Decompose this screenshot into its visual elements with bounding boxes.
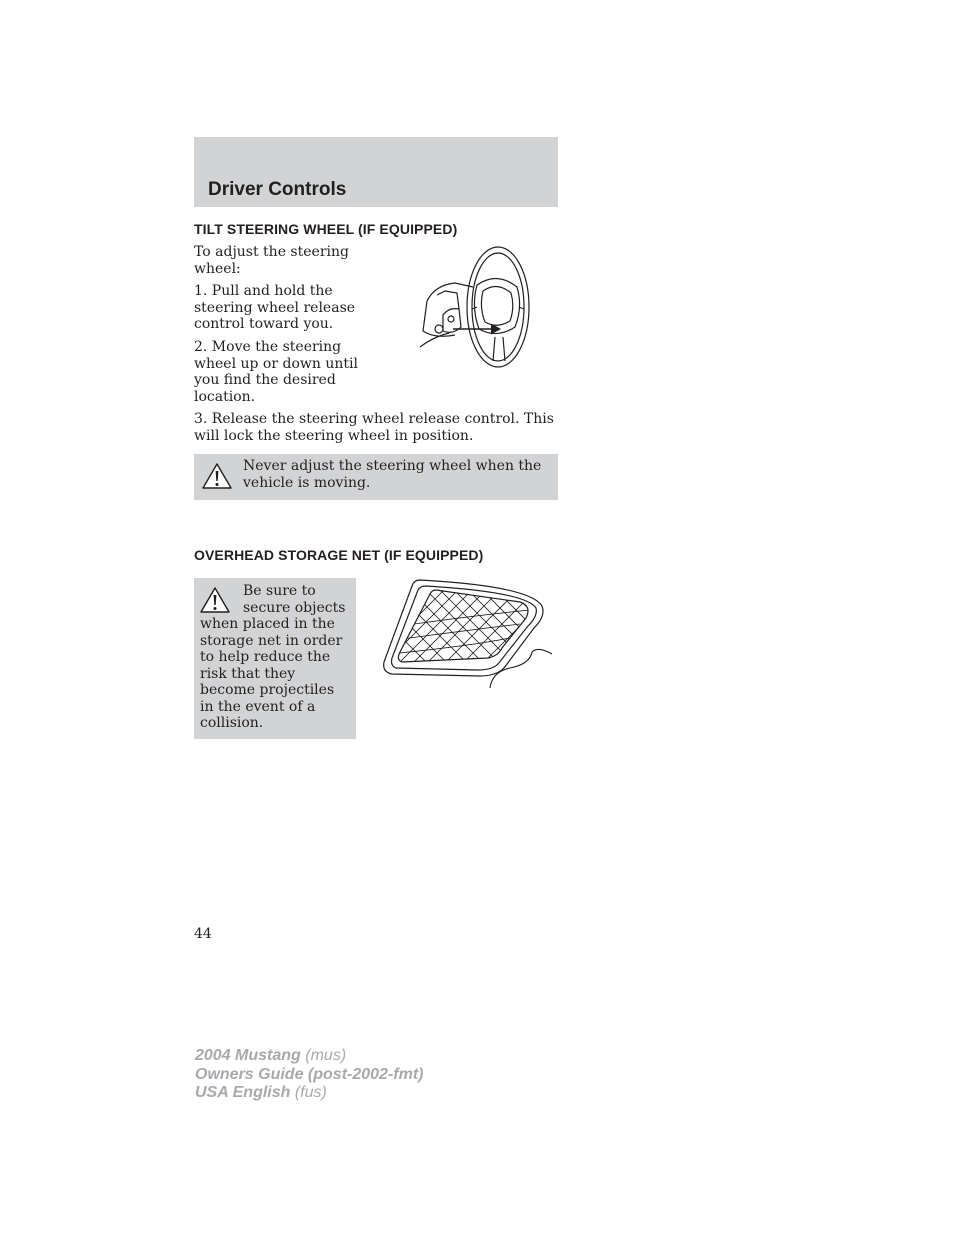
tilt-step-2: 2. Move the steering wheel up or down until you find the desired location. [194,339,358,405]
tilt-step-1: 1. Pull and hold the steering wheel release control toward you. [194,283,356,332]
warning-triangle-icon [199,586,231,614]
storage-net-warning-rest: when placed in the storage net in order to help reduce the risk that they become projectiles in the event of a collision. [200,616,343,731]
storage-net-heading: OVERHEAD STORAGE NET (IF EQUIPPED) [194,547,484,563]
footer-language: USA English [195,1084,291,1101]
tilt-intro: To adjust the steering wheel: [194,244,349,277]
footer-line-2: Owners Guide (post-2002-fmt) [195,1065,424,1083]
footer-model-code: (mus) [300,1047,347,1064]
page-title: Driver Controls [208,179,347,200]
section-header-band [194,137,558,207]
footer-line-1 [195,1047,423,1066]
storage-net-warning-first: Be sure to secure objects [243,583,346,616]
warning-triangle-icon [201,462,233,490]
tilt-step-3: 3. Release the steering wheel release control. This will lock the steering wheel in position. [194,411,554,444]
page-number: 44 [194,926,212,942]
tilt-steering-heading: TILT STEERING WHEEL (IF EQUIPPED) [194,221,458,237]
footer-model: 2004 Mustang [195,1047,301,1064]
footer-language-code: (fus) [290,1084,327,1101]
storage-net-illustration [380,576,555,694]
steering-wheel-illustration [415,243,540,373]
storage-net-warning-box [194,578,356,739]
document-footer [195,1047,423,1103]
tilt-warning-box [194,454,558,500]
footer-line-3 [195,1084,423,1103]
tilt-warning-text: Never adjust the steering wheel when the vehicle is moving. [243,458,542,491]
